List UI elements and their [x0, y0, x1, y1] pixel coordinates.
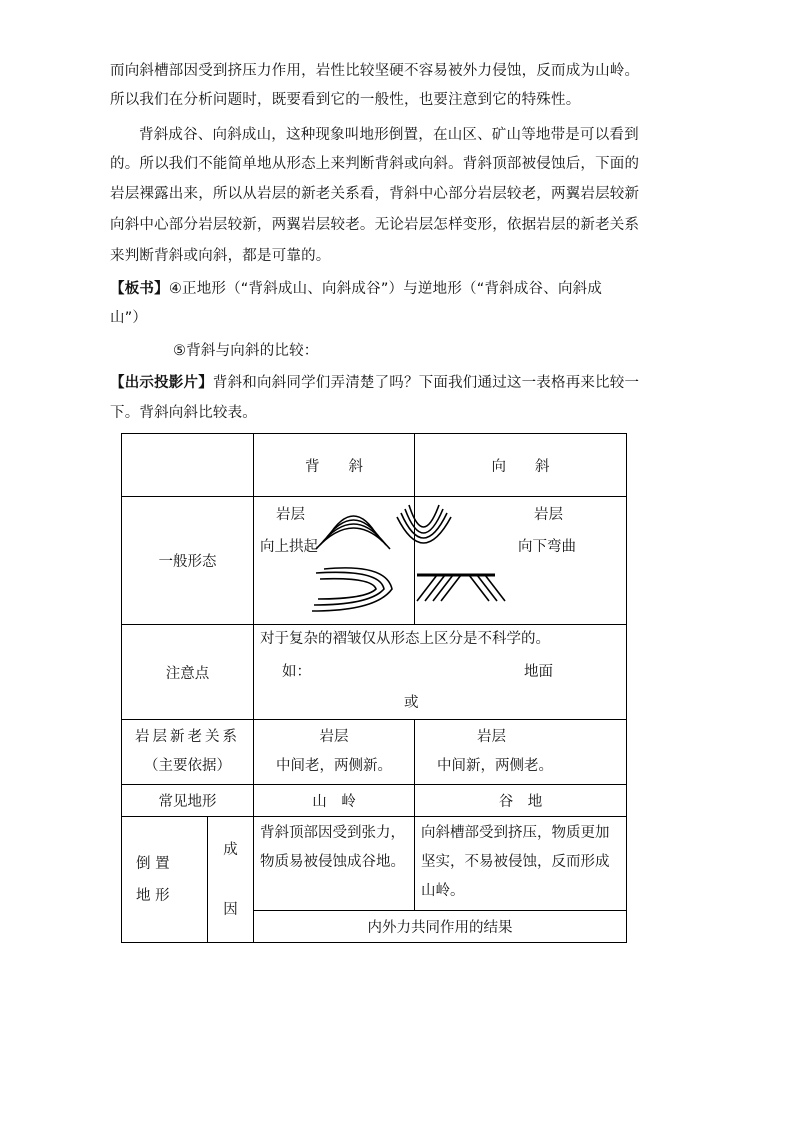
header-syncline: 向 斜	[415, 434, 627, 497]
anticline-cause: 背斜顶部因受到张力，物质易被侵蚀成谷地。	[254, 817, 415, 911]
row-landform-label: 常见地形	[122, 785, 254, 817]
comparison-table	[121, 433, 627, 943]
syncline-cause: 向斜槽部受到挤压，物质更加坚实，不易被侵蚀，反而形成山岭。	[415, 817, 627, 911]
note-example: 如：	[282, 664, 311, 680]
text-line: 而向斜槽部因受到挤压力作用，岩性比较坚硬不容易被外力侵蚀，反而成为山岭。	[110, 63, 640, 79]
syncline-trough-icon	[403, 501, 463, 557]
row-age-label-1: 岩层新老关系	[135, 729, 240, 745]
syncline-shape-text2: 向下弯曲	[518, 539, 576, 555]
row-age-label-2: （主要依据）	[144, 758, 231, 774]
syncline-age-cell	[415, 720, 627, 785]
text-line: 向斜中心部分岩层较新，两翼岩层较老。无论岩层怎样变形，依据岩层的新老关系	[110, 217, 640, 233]
row-age-label	[122, 720, 254, 785]
note-text: 对于复杂的褶皱仅从形态上区分是不科学的。	[260, 631, 550, 647]
note-or: 或	[404, 695, 419, 711]
anticline-age-1: 岩层	[319, 729, 349, 745]
note-cell	[254, 625, 627, 720]
anticline-age-2: 中间老，两侧新。	[276, 758, 392, 774]
syncline-landform: 谷 地	[415, 785, 627, 817]
header-empty-cell	[122, 434, 254, 497]
slide-text: 背斜和向斜同学们弄清楚了吗？下面我们通过这一表格再来比较一	[212, 375, 640, 391]
syncline-age-2: 中间新，两侧老。	[437, 758, 553, 774]
slide-note	[110, 369, 690, 398]
header-anticline: 背 斜	[254, 434, 415, 497]
text-line: 背斜成谷、向斜成山，这种现象叫地形倒置，在山区、矿山等地带是可以看到	[139, 127, 639, 143]
text-line: 山”）	[110, 310, 148, 326]
slide-tag: 【出示投影片】	[110, 375, 213, 391]
board-note	[110, 275, 690, 304]
anticline-shape-text2: 向上拱起	[260, 539, 318, 555]
combined-result: 内外力共同作用的结果	[254, 911, 627, 943]
inversion-label-2: 地 形	[136, 887, 170, 904]
anticline-shape-text1: 岩层	[276, 507, 305, 523]
syncline-age-1: 岩层	[477, 729, 506, 745]
text-line: ⑤背斜与向斜的比较：	[173, 343, 319, 359]
syncline-shape-text1: 岩层	[534, 507, 563, 523]
text-line: 岩层裸露出来，所以从岩层的新老关系看，背斜中心部分岩层较老，两翼岩层较新	[110, 186, 640, 202]
row-shape-label: 一般形态	[122, 497, 254, 625]
anticline-shape-cell	[254, 497, 415, 625]
sideways-fold-icon	[310, 567, 410, 617]
text-line: 的。所以我们不能简单地从形态上来判断背斜或向斜。背斜顶部被侵蚀后，下面的	[110, 156, 640, 172]
note-ground: 地面	[524, 664, 553, 680]
board-tag: 【板书】	[110, 281, 169, 297]
anticline-arch-icon	[322, 497, 412, 557]
inversion-label-1: 倒 置	[136, 855, 170, 872]
text-line: 所以我们在分析问题时，既要看到它的一般性，也要注意到它的特殊性。	[110, 92, 581, 108]
anticline-age-cell	[254, 720, 415, 785]
cause-char-1: 成	[223, 841, 238, 858]
text-line: 下。背斜向斜比较表。	[110, 405, 257, 421]
row-note-label: 注意点	[122, 625, 254, 720]
eroded-syncline-icon	[415, 571, 515, 621]
cause-char-2: 因	[223, 901, 238, 918]
text-line: 来判断背斜或向斜，都是可靠的。	[110, 248, 331, 264]
board-text: ④正地形（“背斜成山、向斜成谷”）与逆地形（“背斜成谷、向斜成	[168, 281, 603, 297]
cause-label	[208, 817, 254, 943]
syncline-shape-cell	[415, 497, 627, 625]
inversion-label	[122, 817, 208, 943]
anticline-landform: 山 岭	[254, 785, 415, 817]
